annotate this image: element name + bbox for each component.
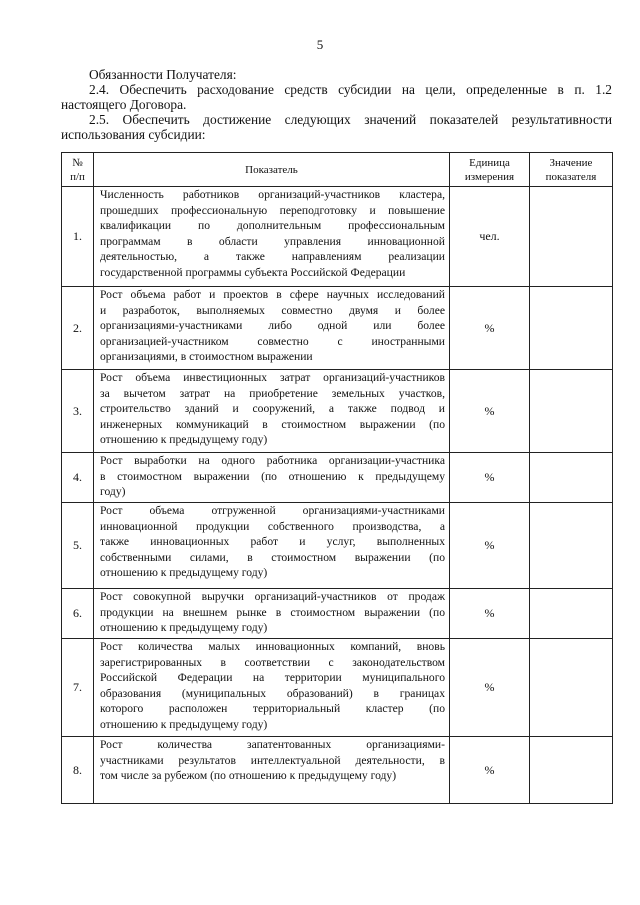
indicator-line: Рост количества запатентованных организациями- [100, 738, 445, 751]
indicator-line: образования (муниципальных образований) в границах [100, 686, 445, 700]
row-number: 6. [62, 589, 94, 639]
indicator-name [94, 737, 450, 804]
indicator-name [94, 503, 450, 589]
unit-of-measure: % [450, 453, 530, 503]
indicator-line: прошедших профессиональную переподготовку и повышение [100, 203, 445, 217]
header-num: № п/п [62, 153, 94, 187]
indicator-value-cell[interactable] [530, 737, 613, 804]
indicator-line: отношению к предыдущему году) [100, 433, 268, 447]
indicator-value-cell[interactable] [530, 589, 613, 639]
indicator-value-cell[interactable] [530, 287, 613, 370]
unit-of-measure: % [450, 503, 530, 589]
table-row [62, 287, 613, 370]
indicator-line: зарегистрированных в соответствии с законодательством [100, 655, 445, 669]
indicator-name [94, 453, 450, 503]
table-row [62, 370, 613, 453]
indicator-line: программам в области управления инновационной [100, 234, 445, 248]
indicator-line: Рост объема отгруженной организациями-участниками [100, 504, 445, 517]
row-number: 8. [62, 737, 94, 804]
unit-of-measure: % [450, 287, 530, 370]
indicator-name [94, 370, 450, 453]
clause-2-5-line-2: использования субсидии: [61, 127, 206, 142]
clause-2-4-line-2: настоящего Договора. [61, 97, 187, 112]
indicator-value-cell[interactable] [530, 187, 613, 287]
indicators-table [61, 152, 613, 804]
indicator-line: году) [100, 485, 126, 499]
indicator-line: в стоимостном выражении (по отношению к предыдущему [100, 469, 445, 483]
table-row [62, 737, 613, 804]
indicator-line: также инновационных работ и услуг, выполненных [100, 535, 445, 549]
indicator-value-cell[interactable] [530, 503, 613, 589]
clause-2-4-line-1: 2.4. Обеспечить расходование средств субсидии на цели, определенные в п. 1.2 [89, 82, 612, 97]
indicator-line: Численность работников организаций-участников кластера, [100, 188, 445, 201]
indicator-line: Рост выработки на одного работника организации-участника [100, 454, 445, 467]
row-number: 1. [62, 187, 94, 287]
unit-of-measure: % [450, 639, 530, 737]
table-row [62, 187, 613, 287]
indicator-line: которого расположен территориальный кластер (по [100, 702, 445, 716]
indicator-name [94, 187, 450, 287]
unit-of-measure: % [450, 737, 530, 804]
indicator-line: государственной программы субъекта Российской Федерации [100, 265, 406, 279]
table-row [62, 639, 613, 737]
indicator-line: Рост объема работ и проектов в сфере научных исследований [100, 288, 445, 301]
unit-of-measure: % [450, 589, 530, 639]
indicator-line: инженерных коммуникаций в стоимостном выражении (по [100, 417, 445, 431]
indicator-line: организацией-участником совместно с иностранными [100, 334, 445, 348]
indicator-name [94, 639, 450, 737]
indicator-line: за вычетом затрат на приобретение земельных участков, [100, 386, 445, 400]
obligations-heading: Обязанности Получателя: [89, 67, 237, 82]
header-indicator: Показатель [94, 153, 450, 187]
indicator-line: участниками результатов интеллектуальной деятельности, в [100, 753, 445, 767]
indicator-value-cell[interactable] [530, 370, 613, 453]
row-number: 7. [62, 639, 94, 737]
row-number: 4. [62, 453, 94, 503]
indicator-line: организациями-участниками либо одной или более [100, 319, 445, 333]
indicator-line: отношению к предыдущему году) [100, 621, 268, 635]
header-value: Значение показателя [530, 153, 613, 187]
row-number: 5. [62, 503, 94, 589]
indicator-value-cell[interactable] [530, 639, 613, 737]
obligations-text [61, 67, 612, 142]
indicator-name [94, 287, 450, 370]
clause-2-5-line-1: 2.5. Обеспечить достижение следующих значений показателей результативности [89, 112, 612, 127]
page-number: 5 [316, 37, 324, 52]
indicator-name [94, 589, 450, 639]
indicator-line: отношению к предыдущему году) [100, 717, 268, 731]
table-header-row [62, 153, 613, 187]
indicator-line: Рост совокупной выручки организаций-участников от продаж [100, 590, 445, 603]
indicator-line: квалификации по дополнительным профессиональным [100, 219, 445, 233]
indicator-value-cell[interactable] [530, 453, 613, 503]
row-number: 2. [62, 287, 94, 370]
unit-of-measure: % [450, 370, 530, 453]
table-row [62, 453, 613, 503]
indicator-line: Рост количества малых инновационных компаний, вновь [100, 640, 445, 653]
header-unit: Единица измерения [450, 153, 530, 187]
table-row [62, 589, 613, 639]
indicator-line: организациями, в стоимостном выражении [100, 350, 313, 364]
indicator-line: инновационной продукции собственного производства, а [100, 519, 445, 533]
indicator-line: Российской Федерации на территории муниципального [100, 671, 445, 685]
indicator-line: деятельностью, а также направлениям реализации [100, 250, 445, 264]
row-number: 3. [62, 370, 94, 453]
indicator-line: строительство зданий и сооружений, а также подвод и [100, 402, 445, 416]
unit-of-measure: чел. [450, 187, 530, 287]
indicator-line: том числе за рубежом (по отношению к предыдущему году) [100, 769, 397, 783]
indicator-line: Рост объема инвестиционных затрат организаций-участников [100, 371, 445, 384]
table-row [62, 503, 613, 589]
indicator-line: собственными силами, в стоимостном выражении (по [100, 550, 445, 564]
indicator-line: отношению к предыдущему году) [100, 566, 268, 580]
indicator-line: и разработок, выполняемых совместно двумя и более [100, 303, 445, 317]
indicator-line: продукции на внешнем рынке в стоимостном выражении (по [100, 605, 445, 619]
